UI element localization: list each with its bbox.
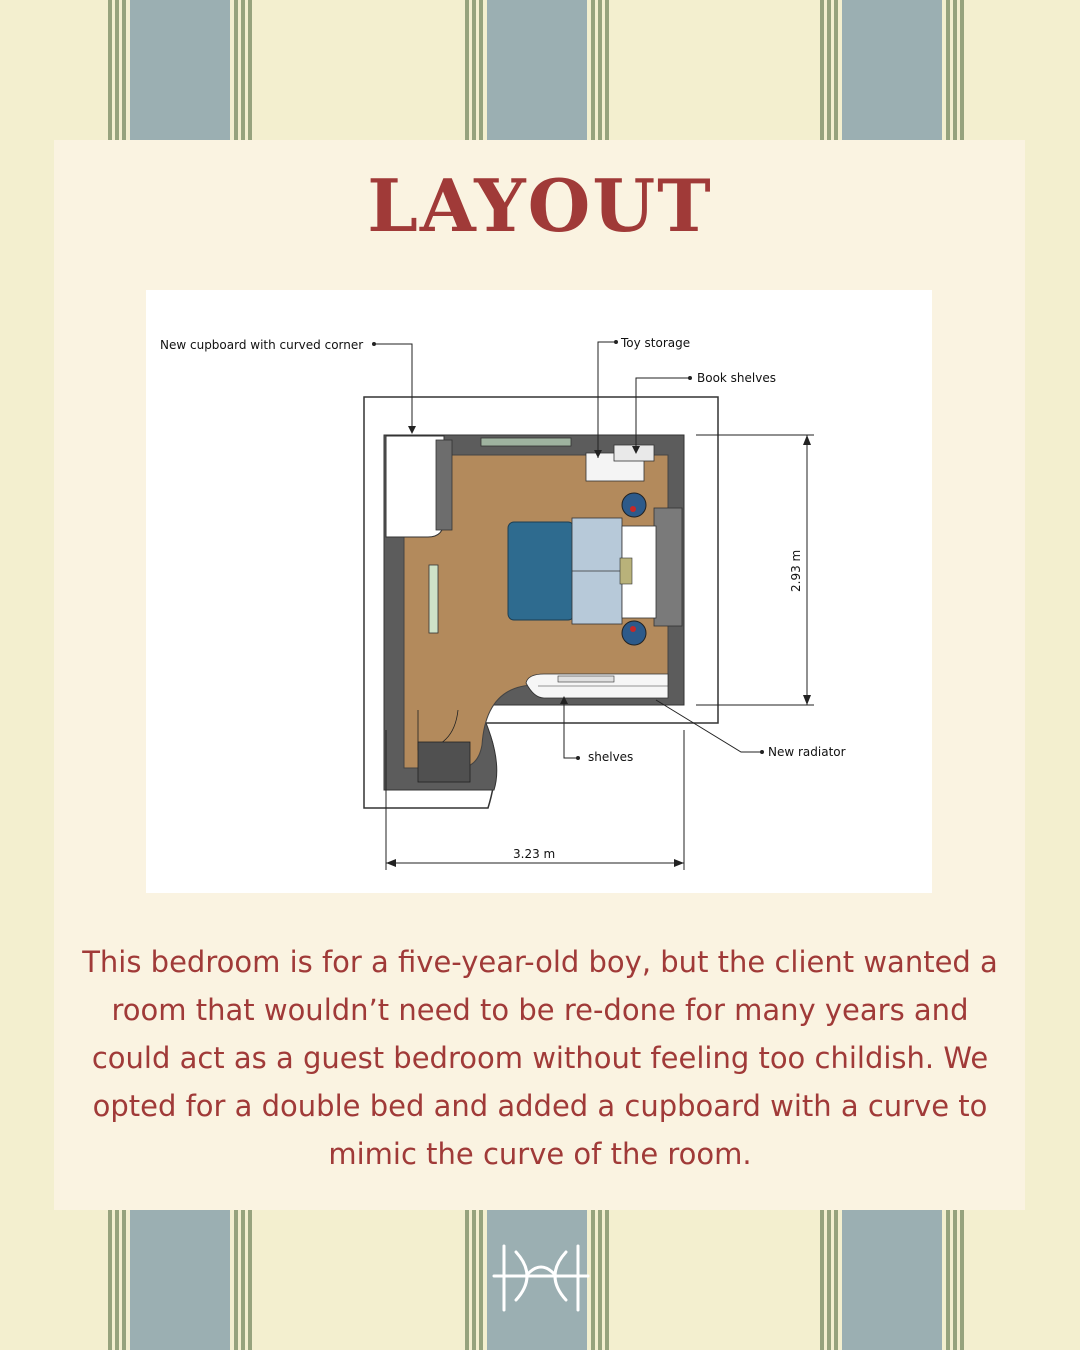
label-toy-storage: Toy storage — [621, 336, 691, 350]
bedside-table-top — [622, 493, 646, 517]
radiator — [558, 676, 614, 682]
window — [481, 438, 571, 446]
page-title: LAYOUT — [367, 163, 713, 248]
label-radiator: New radiator — [768, 745, 846, 759]
dimension-width: 3.23 m — [513, 847, 556, 861]
side-window — [429, 565, 438, 633]
wardrobe-strip — [436, 440, 452, 530]
door — [418, 742, 470, 782]
label-shelves: shelves — [588, 750, 634, 764]
bedside-table-bottom — [622, 621, 646, 645]
curved-cupboard — [386, 436, 444, 537]
headboard — [654, 508, 682, 626]
label-cupboard: New cupboard with curved corner — [160, 338, 364, 352]
monogram-logo-icon — [486, 1238, 596, 1318]
label-book-shelves: Book shelves — [697, 371, 776, 385]
bed-blanket — [508, 522, 574, 620]
floor-plan — [146, 290, 932, 893]
dimension-depth: 2.93 m — [789, 549, 803, 592]
description-text: This bedroom is for a five-year-old boy, but the client wanted a room that wouldn’t need to be re-done for many years and could act as a guest bedroom without feeling too childish. We opted for a double bed and added a cupboard with a curve to mimic the curve of the room. — [82, 945, 998, 1171]
floor-plan-drawing — [146, 290, 932, 893]
cushion — [620, 558, 632, 584]
